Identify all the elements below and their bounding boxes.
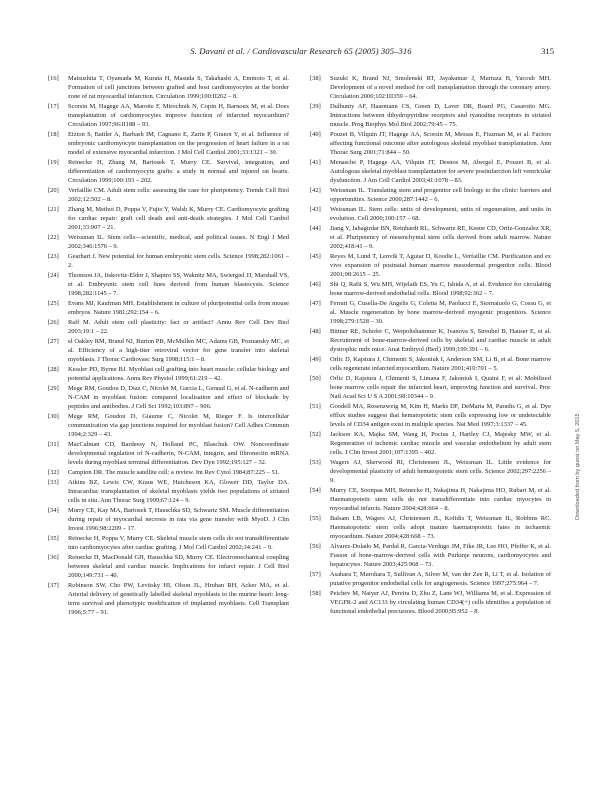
reference-number: [18] — [48, 131, 59, 139]
reference-number: [37] — [48, 582, 59, 590]
reference-text: Etzion S, Battler A, Barbash IM, Cagnano E, Zarin P, Granot Y, et al. Influence of embryonic cardiomyocyte transplantation on the progression of heart failure in a rat model of extensive myocardial infarction. J Mol Cell Cardiol 2001;33:1321 – 30. — [68, 131, 289, 157]
reference-item — [48, 205, 289, 232]
reference-item — [48, 412, 289, 439]
references-left-column — [48, 74, 289, 618]
running-header — [48, 46, 554, 60]
reference-item — [48, 318, 289, 336]
reference-item — [310, 355, 551, 373]
reference-item — [310, 430, 551, 457]
reference-text: Jackson KA, Majka SM, Wang H, Pocius J, Hartley CJ, Majesky MW, et al. Regeneration of ischemic cardiac muscle and vascular endothelium by adult stem cells. J Clin Invest 2001;107:1395 – 402. — [330, 431, 551, 457]
reference-item — [48, 186, 289, 204]
reference-number: [44] — [310, 225, 321, 233]
reference-text: el Oakley RM, Brand NJ, Burton PB, McMullen MC, Adams GB, Poznansky MC, et al. Efficiency of a high-titer retroviral vector for gene transfer into skeletal myoblasts. J Thorac Cardiovasc Surg 1998;115:1 – 8. — [68, 338, 289, 364]
references-right-column — [310, 74, 551, 617]
reference-number: [34] — [48, 507, 59, 515]
reference-item — [48, 468, 289, 477]
reference-text: Orlic D, Kajstura J, Chimenti S, Limana F, Jakoniuk I, Quaini F, et al. Mobilized bone marrow cells repair the infarcted heart, improving function and survival. Proc Natl Acad Sci U S A 2001;98:10344 – 9. — [330, 375, 551, 401]
reference-number: [17] — [48, 103, 59, 111]
reference-number: [28] — [48, 366, 59, 374]
reference-text: Menasche P, Hagege AA, Vilquin JT, Desnos M, Abergel E, Pouzet B, et al. Autologous skeletal myoblast transplantation for severe postinfarction left ventricular dysfunction. J Am Coll Cardiol 2003;41:1078 – 83. — [330, 159, 551, 185]
reference-text: Reinecke H, Poppa V, Murry CE. Skeletal muscle stem cells do not transdifferentiate into cardiomyocytes after cardiac grafting. J Mol Cell Cardiol 2002;34:241 – 9. — [68, 535, 289, 552]
reference-item — [310, 374, 551, 401]
reference-text: Weissman IL. Stem cells: units of development, units of regeneration, and units in evolution. Cell 2000;100:157 – 68. — [330, 206, 551, 223]
reference-text: Goodell MA, Rosenzweig M, Kim H, Marks DF, DeMaria M, Paradis G, et al. Dye efflux studies suggest that hematopoietic stem cells expressing low or undetectable levels of CD34 antigen exist in multiple species. Nat Med 1997;3:1337 – 45. — [330, 403, 551, 429]
reference-text: Reinecke H, MacDonald GH, Hauschka SD, Murry CE. Electromechanical coupling between skeletal and cardiac muscle. Implications for infarct repair. J Cell Biol 2000;149:731 – 40. — [68, 554, 289, 580]
reference-text: Evans MJ, Kaufman MH. Establishment in culture of pluripotential cells from mouse embryos. Nature 1981;292:154 – 6. — [68, 300, 289, 317]
reference-item — [310, 280, 551, 298]
reference-number: [20] — [48, 187, 59, 195]
reference-item — [310, 402, 551, 429]
reference-item — [310, 102, 551, 129]
reference-number: [31] — [48, 441, 59, 449]
reference-number: [54] — [310, 487, 321, 495]
reference-number: [46] — [310, 281, 321, 289]
reference-number: [38] — [310, 75, 321, 82]
reference-item — [310, 74, 551, 101]
reference-number: [26] — [48, 319, 59, 327]
reference-number: [48] — [310, 328, 321, 336]
reference-item — [310, 299, 551, 326]
reference-item — [48, 534, 289, 552]
reference-text: Dulhunty AF, Haarmann CS, Green D, Laver DR, Board PG, Casarotto MG. Interactions between dihydropyridine receptors and ryanodine receptors in striated muscle. Prog Biophys Mol Biol 2002;79:45 – 75. — [330, 103, 551, 129]
reference-number: [42] — [310, 187, 321, 195]
reference-number: [35] — [48, 535, 59, 543]
reference-item — [48, 158, 289, 185]
reference-text: Campion DR. The muscle satellite cell: a review. Int Rev Cytol 1984;87:225 – 51. — [68, 469, 280, 477]
reference-text: Bittner RE, Schofer C, Weipoltshammer K, Ivanova S, Streubel B, Hauser E, et al. Recruitment of bone-marrow-derived cells by skeletal and cardiac muscle in adult dystrophic mdx mice. Anat Embryol (Berl) 1999;199:391 – 6. — [330, 328, 551, 354]
reference-text: Murry CE, Soonpaa MH, Reinecke H, Nakajima H, Nakajima HO, Rubart M, et al. Haematopoietic stem cells do not transdifferentiate into cardiac myocytes in myocardial infarcts. Nature 2004;428:664 – 8. — [330, 487, 551, 513]
reference-text: Matsushita T, Oyamada M, Kurata H, Masuda S, Takahashi A, Emmoto T, et al. Formation of cell junctions between grafted and host cardiomyocytes at the border zone of rat myocardial infarction. Circulation 1999;100:II262 – 8. — [68, 75, 289, 101]
reference-number: [47] — [310, 300, 321, 308]
reference-number: [52] — [310, 431, 321, 439]
reference-item — [310, 327, 551, 354]
reference-item — [48, 102, 289, 129]
reference-item — [310, 542, 551, 569]
reference-number: [55] — [310, 515, 321, 523]
reference-number: [19] — [48, 159, 59, 167]
reference-number: [41] — [310, 159, 321, 167]
reference-text: Pouzet B, Vilquin JT, Hagege AA, Scorsin M, Messas E, Fiszman M, et al. Factors affecting functional outcome after autologous skeletal myoblast transplantation. Ann Thorac Surg 2001;71:844 – 50. — [330, 131, 551, 157]
reference-number: [24] — [48, 272, 59, 280]
reference-text: Wagers AJ, Sherwood RI, Christensen JL, Weissman IL. Little evidence for developmental plasticity of adult hematopoietic stem cells. Science 2002;297:2256 – 9. — [330, 459, 551, 485]
reference-number: [33] — [48, 479, 59, 487]
reference-number: [57] — [310, 571, 321, 579]
reference-number: [30] — [48, 413, 59, 421]
reference-item — [310, 589, 551, 616]
reference-item — [48, 271, 289, 298]
reference-text: Thomson JA, Itskovitz-Eldor J, Shapiro SS, Waknitz MA, Swiergiel JJ, Marshall VS, et al. Embryonic stem cell lines derived from human blastocysts. Science 1998;282:1145 – 7. — [68, 272, 289, 298]
reference-text: Zhang M, Methot D, Poppa V, Fujio Y, Walsh K, Murry CE. Cardiomyocyte grafting for cardiac repair: graft cell death and anti-death strategies. J Mol Cell Cardiol 2001;33:907 – 21. — [68, 206, 289, 232]
reference-number: [50] — [310, 375, 321, 383]
reference-item — [48, 478, 289, 505]
reference-number: [43] — [310, 206, 321, 214]
reference-number: [32] — [48, 469, 59, 477]
reference-item — [48, 365, 289, 383]
reference-text: Gearhart J. New potential for human embryonic stem cells. Science 1998;282:1061 – 2. — [68, 253, 289, 270]
reference-text: Verfaillie CM. Adult stem cells: assessing the case for pluripotency. Trends Cell Biol 2002;12:502 – 8. — [68, 187, 289, 204]
reference-text: Kessler PD, Byrne BJ. Myoblast cell grafting into heart muscle: cellular biology and potential applications. Annu Rev Physiol 1999;61:219 – 42. — [68, 366, 289, 383]
reference-item — [48, 440, 289, 467]
reference-item — [310, 486, 551, 513]
reference-item — [48, 384, 289, 411]
reference-item — [48, 553, 289, 580]
reference-item — [310, 570, 551, 588]
reference-item — [310, 186, 551, 204]
reference-item — [310, 130, 551, 157]
reference-number: [22] — [48, 234, 59, 242]
reference-text: Weissman IL. Translating stem and progenitor cell biology to the clinic: barriers and opportunities. Science 2000;287:1442 – 6. — [330, 187, 551, 204]
reference-item — [310, 252, 551, 279]
reference-number: [53] — [310, 459, 321, 467]
reference-text: Scorsin M, Hagege AA, Marotte F, Mirochnik N, Copin H, Barnoux M, et al. Does transplantation of cardiomyocytes improve function of infarcted myocardium? Circulation 1997;96:II188 – 93. — [68, 103, 289, 129]
reference-text: Weissman IL. Stem cells—scientific, medical, and political issues. N Engl J Med 2002;346:1576 – 9. — [68, 234, 289, 251]
reference-text: Suzuki K, Brand NJ, Smolenski RT, Jayakumar J, Murtuza B, Yacoub MH. Development of a novel method for cell transplantation through the coronary artery. Circulation 2000;102:III359 – 64. — [330, 75, 551, 101]
reference-number: [51] — [310, 403, 321, 411]
running-title: S. Davani et al. / Cardiovascular Research 65 (2005) 305–316 — [190, 46, 412, 56]
reference-text: Robinson SW, Cho PW, Levitsky HI, Olson JL, Hruban RH, Acker MA, et al. Arterial delivery of genetically labelled skeletal myoblasts to the murine heart: long-term survival and phenotypic modification of implanted myoblasts. Cell Transplant 1996;5:77 – 91. — [68, 582, 289, 617]
reference-item — [48, 130, 289, 157]
download-note-text: Downloaded from by guest on May 5, 2015 — [575, 413, 581, 520]
reference-item — [48, 299, 289, 317]
reference-number: [45] — [310, 253, 321, 261]
reference-text: Ferrari G, Cusella-De Angelis G, Coletta M, Paolucci E, Stornaiuolo G, Cossu G, et al. Muscle regeneration by bone marrow-derived myogenic progenitors. Science 1998;279:1528 – 30. — [330, 300, 551, 326]
reference-text: Mege RM, Goudou D, Giaume C, Nicolet M, Rieger F. Is intercellular communication via gap junctions required for myoblast fusion? Cell Adhes Commun 1994;2:329 – 43. — [68, 413, 289, 439]
reference-text: Asahara T, Murohara T, Sullivan A, Silver M, van der Zee R, Li T, et al. Isolation of putative progenitor endothelial cells for angiogenesis. Science 1997;275:964 – 7. — [330, 571, 551, 588]
reference-item — [48, 74, 289, 101]
reference-number: [25] — [48, 300, 59, 308]
reference-number: [40] — [310, 131, 321, 139]
page-number: 315 — [541, 46, 554, 56]
reference-number: [49] — [310, 356, 321, 364]
reference-item — [48, 506, 289, 533]
reference-number: [56] — [310, 543, 321, 551]
reference-item — [48, 337, 289, 364]
reference-item — [310, 514, 551, 541]
reference-text: Murry CE, Kay MA, Bartosek T, Hauschka SD, Schwartz SM. Muscle differentiation during repair of myocardial necrosis in rats via gene transfer with MyoD. J Clin Invest 1996;98:2209 – 17. — [68, 507, 289, 533]
reference-number: [29] — [48, 385, 59, 393]
reference-text: Alvarez-Dolado M, Pardal R, Garcia-Verdugo JM, Fike JR, Lee HO, Pfeffer K, et al. Fusion of bone-marrow-derived cells with Purkinje neurons, cardiomyocytes and hepatocytes. Nature 2003;425:968 – 73. — [330, 543, 551, 569]
reference-item — [310, 458, 551, 485]
reference-number: [39] — [310, 103, 321, 111]
reference-number: [27] — [48, 338, 59, 346]
reference-text: Peichev M, Naiyer AJ, Pereira D, Zhu Z, Lane WJ, Williams M, et al. Expression of VEGFR-2 and AC133 by circulating human CD34(+) cells identifies a population of functional endothelial precursors. Blood 2000;95:952 – 8. — [330, 590, 551, 616]
reference-text: Reinecke H, Zhang M, Bartosek T, Murry CE. Survival, integration, and differentiation of cardiomyocyte grafts: a study in normal and injured rat hearts. Circulation 1999;100:193 – 202. — [68, 159, 289, 185]
reference-number: [23] — [48, 253, 59, 261]
reference-text: Atkins BZ, Lewis CW, Kraus WE, Hutcheson KA, Glower DD, Taylor DA. Intracardiac transplantation of skeletal myoblasts yields two populations of striated cells in situ. Ann Thorac Surg 1999;67:124 – 9. — [68, 479, 289, 505]
reference-number: [21] — [48, 206, 59, 214]
reference-item — [48, 581, 289, 617]
reference-text: Raff M. Adult stem cell plasticity: fact or artifact? Annu Rev Cell Dev Biol 2003;19:1 – 22. — [68, 319, 289, 336]
reference-text: Shi Q, Rafii S, Wu MH, Wijelath ES, Yu C, Ishida A, et al. Evidence for circulating bone marrow-derived endothelial cells. Blood 1998;92:362 – 7. — [330, 281, 551, 298]
reference-text: Reyes M, Lund T, Lenvik T, Aguiar D, Koodie L, Verfaillie CM. Purification and ex vivo expansion of postnatal human marrow mesodermal progenitor cells. Blood 2001;98:2615 – 25. — [330, 253, 551, 279]
reference-text: Orlic D, Kajstura J, Chimenti S, Jakoniuk I, Anderson SM, Li B, et al. Bone marrow cells regenerate infarcted myocardium. Nature 2001;410:701 – 5. — [330, 356, 551, 373]
reference-text: Jiang Y, Jahagirdar BN, Reinhardt RL, Schwartz RE, Keene CD, Ortiz-Gonzalez XR, et al. Pluripotency of mesenchymal stem cells derived from adult marrow. Nature 2002;418:41 – 9. — [330, 225, 551, 251]
download-watermark — [575, 300, 585, 520]
reference-item — [310, 205, 551, 223]
reference-item — [310, 224, 551, 251]
reference-item — [48, 252, 289, 270]
reference-text: Balsam LB, Wagers AJ, Christensen JL, Kofidis T, Weissman IL, Robbins RC. Haematopoietic stem cells adopt mature haematopoietic fates in ischaemic myocardium. Nature 2004;428:668 – 73. — [330, 515, 551, 541]
reference-text: Mege RM, Goudou D, Diaz C, Nicolet M, Garcia L, Geraud G, et al. N-cadherin and N-CAM in myoblast fusion: compared localisation and effect of blockade by peptides and antibodies. J Cell Sci 1992;103:897 – 906. — [68, 385, 289, 411]
reference-number: [16] — [48, 75, 59, 82]
reference-number: [36] — [48, 554, 59, 562]
reference-number: [58] — [310, 590, 321, 598]
reference-item — [48, 233, 289, 251]
reference-text: MacCalman CD, Bardeesy N, Holland PC, Blaschuk OW. Noncoordinate developmental regulation of N-cadherin, N-CAM, integrin, and fibronectin mRNA levels during myoblast terminal differentiation. Dev Dyn 1992;195:127 – 32. — [68, 441, 289, 467]
reference-item — [310, 158, 551, 185]
